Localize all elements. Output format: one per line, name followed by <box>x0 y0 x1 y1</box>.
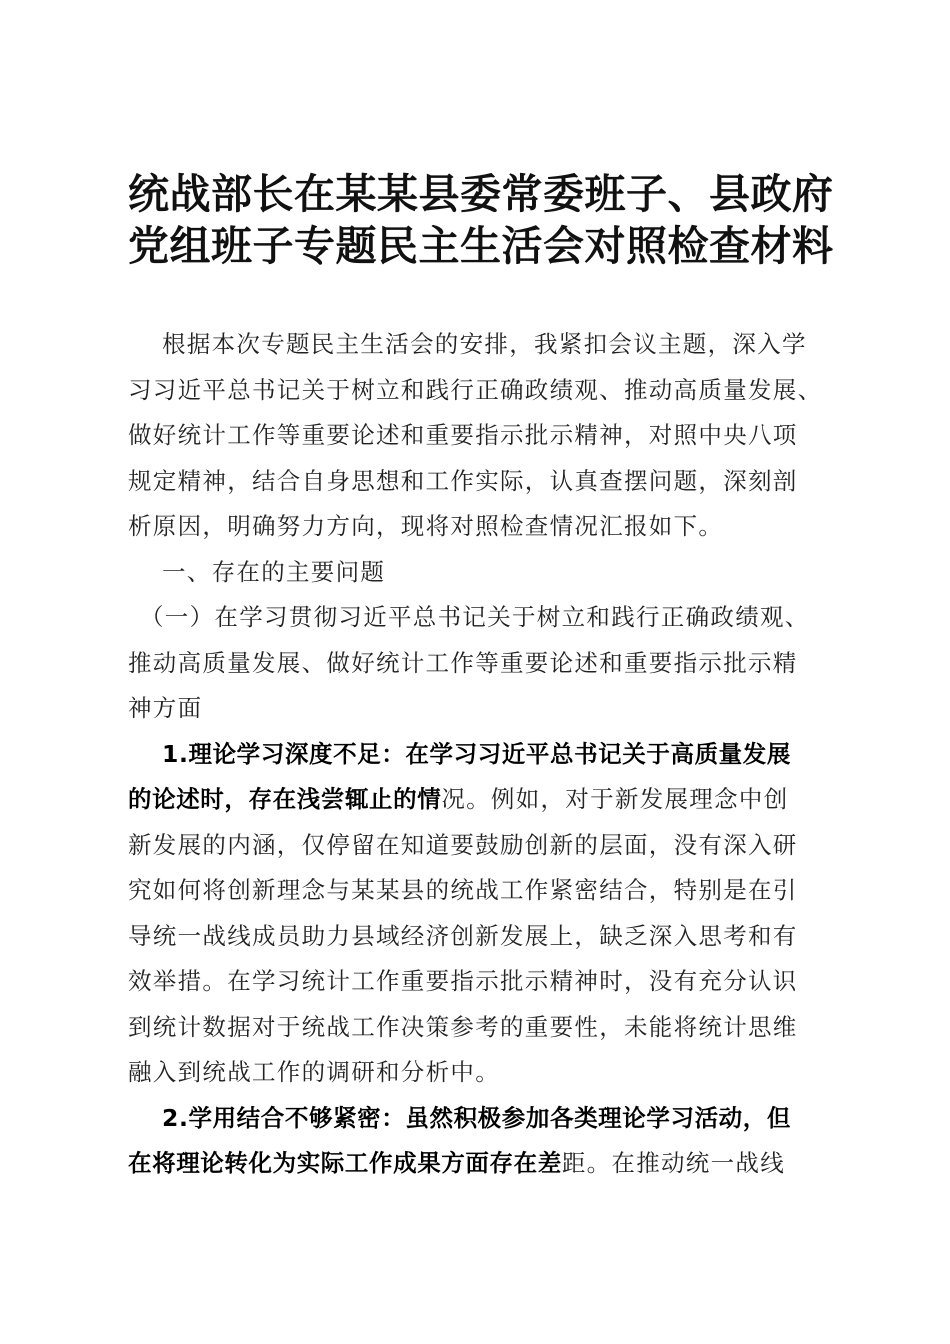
document-body <box>128 322 838 1187</box>
intro-paragraph <box>128 322 838 550</box>
text-line: 推动高质量发展、做好统计工作等重要论述和重要指示批示精 <box>128 648 798 677</box>
text-line: 究如何将创新理念与某某县的统战工作紧密结合，特别是在引 <box>128 876 798 904</box>
text-line: 新发展的内涵，仅停留在知道要鼓励创新的层面，没有深入研 <box>128 830 798 859</box>
text-line: 效举措。在学习统计工作重要指示批示精神时，没有充分认识 <box>128 967 798 995</box>
text-line: 析原因，明确努力方向，现将对照检查情况汇报如下。 <box>128 512 724 540</box>
text-line: 导统一战线成员助力县域经济创新发展上，缺乏深入思考和有 <box>128 921 798 950</box>
text-line: 到统计数据对于统战工作决策参考的重要性，未能将统计思维 <box>128 1012 798 1041</box>
title-line-2: 党组班子专题民主生活会对照检查材料 <box>128 222 834 270</box>
item-lead-bold: 在将理论转化为实际工作成果方面存在差 <box>128 1149 562 1177</box>
text-line: 习习近平总书记关于树立和践行正确政绩观、推动高质量发展、 <box>128 375 823 404</box>
text-line: 根据本次专题民主生活会的安排，我紧扣会议主题，深入学 <box>162 330 807 358</box>
document-title <box>128 168 838 272</box>
title-line-1: 统战部长在某某县委常委班子、县政府 <box>128 170 834 218</box>
text-line: 神方面 <box>128 694 203 722</box>
item-lead-bold: 的论述时，存在浅尝辄止的情 <box>128 785 442 813</box>
text-line <box>128 1141 838 1187</box>
text-line: 融入到统战工作的调研和分析中。 <box>128 1058 500 1086</box>
text-line: （一）在学习贯彻习近平总书记关于树立和践行正确政绩观、 <box>140 603 810 631</box>
text-line <box>128 777 838 823</box>
item-lead-bold: 1.理论学习深度不足：在学习习近平总书记关于高质量发展 <box>162 739 791 768</box>
text-line: 规定精神，结合自身思想和工作实际，认真查摆问题，深刻剖 <box>128 466 798 495</box>
section-heading: 一、存在的主要问题 <box>162 557 386 586</box>
item-lead-bold: 2.学用结合不够紧密：虽然积极参加各类理论学习活动，但 <box>162 1103 791 1132</box>
item-text: 况。例如，对于新发展理念中创 <box>441 785 789 813</box>
problem-item-2 <box>128 1096 838 1187</box>
item-text: 距。在推动统一战线 <box>561 1149 786 1177</box>
problem-item-1 <box>128 732 838 1096</box>
text-line: 做好统计工作等重要论述和重要指示批示精神，对照中央八项 <box>128 421 798 449</box>
subsection-heading <box>128 595 838 732</box>
